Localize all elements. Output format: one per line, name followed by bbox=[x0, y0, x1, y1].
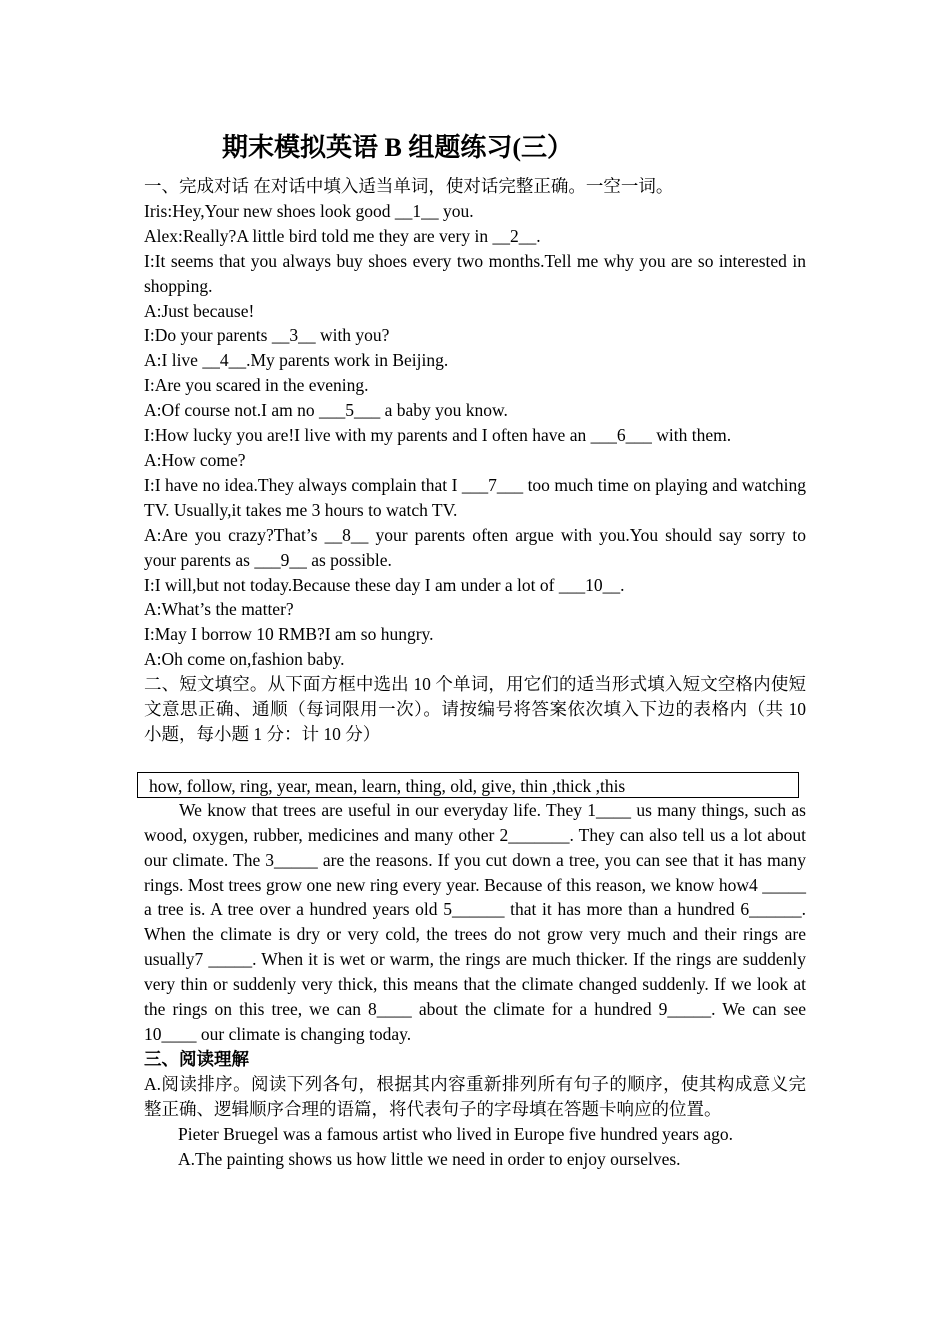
dialogue-line: A:I live __4__.My parents work in Beijing. bbox=[144, 350, 449, 371]
dialogue-line: A:Are you crazy?That’s __8__ your parents often argue with you.You should say sorry to your parents as ___9__ as possible. bbox=[144, 524, 806, 570]
dialogue-line: A:How come? bbox=[144, 449, 246, 470]
sentence-a: A.The painting shows us how little we need in order to enjoy ourselves. bbox=[178, 1148, 681, 1169]
document-page bbox=[144, 130, 806, 1171]
dialogue-line: A:Of course not.I am no ___5___ a baby you know. bbox=[144, 400, 508, 421]
dialogue-line: I:Are you scared in the evening. bbox=[144, 375, 369, 396]
dialogue-line: I:May I borrow 10 RMB?I am so hungry. bbox=[144, 624, 434, 645]
cloze-passage: We know that trees are useful in our everyday life. They 1____ us many things, such as wood, oxygen, rubber, medicines and many other 2_______. They can also tell us a lot about our climate. The 3_____ are the reasons. If you cut down a tree, you can see that it has many rings. Most trees grow one new ring every year. Because of this reason, we know how4 _____ a tree is. A tree over a hundred years old 5______ that it has more than a hundred 6______. When the climate is dry or very cold, the trees do not grow very much and their rings are usually7 _____. When it is wet or warm, the rings are much thicker. If the rings are suddenly very thin or suddenly very thick, this means that the climate changed suddenly. If we look at the rings on this tree, we can 8____ about the climate for a hundred 9_____. We can see 10____ our climate is changing today. bbox=[144, 799, 806, 1044]
page-title: 期末模拟英语 B 组题练习(三） bbox=[222, 133, 574, 162]
part2-heading: 二、短文填空。从下面方框中选出 10 个单词，用它们的适当形式填入短文空格内使短文意思正确、通顺（每词限用一次）。请按编号将答案依次填入下边的表格内（共 10 小题，每小题 1 分：计 10 分） bbox=[144, 674, 806, 744]
dialogue-line: I:I will,but not today.Because these day I am under a lot of ___10__. bbox=[144, 574, 625, 595]
part3-heading: 三、阅读理解 bbox=[144, 1048, 249, 1069]
dialogue-line: A:Oh come on,fashion baby. bbox=[144, 649, 345, 670]
dialogue-line: Alex:Really?A little bird told me they are very in __2__. bbox=[144, 225, 541, 246]
dialogue-line: I:How lucky you are!I live with my parents and I often have an ___6___ with them. bbox=[144, 425, 732, 446]
part1-heading: 一、完成对话 在对话中填入适当单词，使对话完整正确。一空一词。 bbox=[144, 176, 674, 196]
dialogue-line: A:What’s the matter? bbox=[144, 599, 294, 620]
dialogue-line: A:Just because! bbox=[144, 300, 255, 321]
dialogue-line: Iris:Hey,Your new shoes look good __1__ you. bbox=[144, 200, 474, 221]
word-box: how, follow, ring, year, mean, learn, thing, old, give, thin ,thick ,this bbox=[137, 772, 799, 798]
passage-intro-line: Pieter Bruegel was a famous artist who lived in Europe five hundred years ago. bbox=[178, 1123, 733, 1144]
dialogue-line: I:Do your parents __3__ with you? bbox=[144, 325, 390, 346]
part3-instructions: A.阅读排序。阅读下列各句，根据其内容重新排列所有句子的顺序，使其构成意义完整正确、逻辑顺序合理的语篇，将代表句子的字母填在答题卡响应的位置。 bbox=[144, 1073, 806, 1119]
dialogue-line: I:It seems that you always buy shoes every two months.Tell me why you are so interested in shopping. bbox=[144, 250, 806, 296]
dialogue-line: I:I have no idea.They always complain that I ___7___ too much time on playing and watching TV. Usually,it takes me 3 hours to watch TV. bbox=[144, 474, 806, 520]
